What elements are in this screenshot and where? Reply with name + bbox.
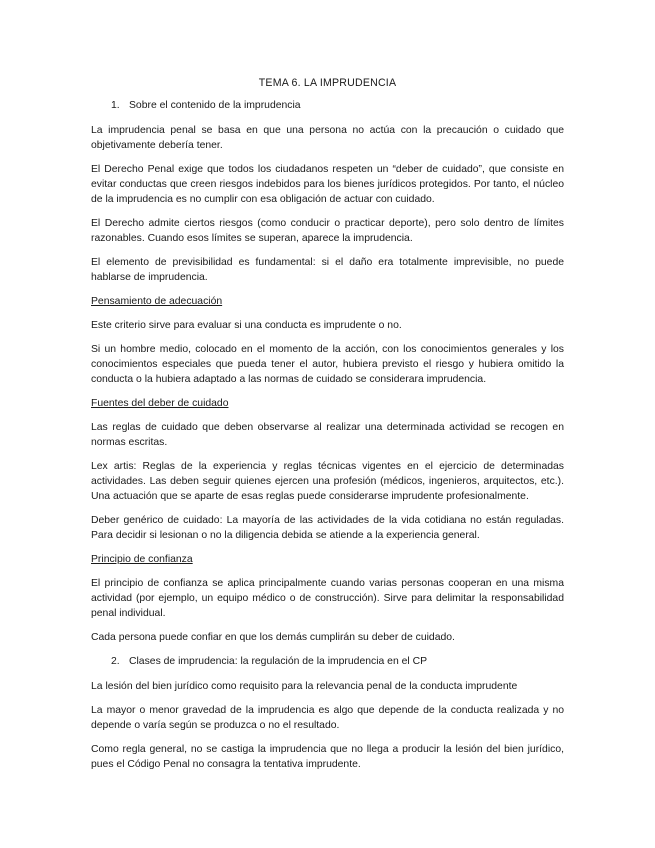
section-1-number: 1. — [111, 100, 120, 111]
section-1-title: Sobre el contenido de la imprudencia — [129, 100, 301, 111]
subheading-confianza: Principio de confianza — [91, 554, 193, 565]
paragraph-8: Lex artis: Reglas de la experiencia y reglas técnicas vigentes en el ejercicio de determinadas actividades. Las deben seguir quienes ejercen una profesión (médicos, ingenieros, arquitectos, etc.). Una actuación que se aparte de esas reglas puede considerarse imprudente profesionalmente. — [91, 461, 564, 502]
paragraph-3: El Derecho admite ciertos riesgos (como conducir o practicar deporte), pero solo dentro de límites razonables. Cuando esos límites se superan, aparece la imprudencia. — [91, 218, 564, 244]
paragraph-13: La mayor o menor gravedad de la imprudencia es algo que depende de la conducta realizada y no depende o varía según se produzca o no el resultado. — [91, 705, 564, 731]
paragraph-7: Las reglas de cuidado que deben observarse al realizar una determinada actividad se recogen en normas escritas. — [91, 422, 564, 448]
section-1-heading — [91, 98, 564, 113]
document-body — [91, 76, 564, 781]
paragraph-9: Deber genérico de cuidado: La mayoría de las actividades de la vida cotidiana no están reguladas. Para decidir si lesionan o no la diligencia debida se atiende a la experiencia general. — [91, 515, 564, 541]
paragraph-4: El elemento de previsibilidad es fundamental: si el daño era totalmente imprevisible, no puede hablarse de imprudencia. — [91, 257, 564, 283]
section-2-title: Clases de imprudencia: la regulación de la imprudencia en el CP — [129, 656, 428, 667]
document-title: TEMA 6. LA IMPRUDENCIA — [258, 77, 397, 89]
paragraph-5: Este criterio sirve para evaluar si una conducta es imprudente o no. — [91, 320, 402, 331]
paragraph-14: Como regla general, no se castiga la imprudencia que no llega a producir la lesión del bien jurídico, pues el Código Penal no consagra la tentativa imprudente. — [91, 744, 564, 770]
subheading-adecuacion: Pensamiento de adecuación — [91, 296, 223, 307]
section-2-heading — [91, 654, 564, 669]
paragraph-11: Cada persona puede confiar en que los demás cumplirán su deber de cuidado. — [91, 632, 455, 643]
paragraph-12: La lesión del bien jurídico como requisito para la relevancia penal de la conducta imprudente — [91, 681, 518, 692]
paragraph-2: El Derecho Penal exige que todos los ciudadanos respeten un “deber de cuidado”, que consiste en evitar conductas que creen riesgos indebidos para los bienes jurídicos protegidos. Por tanto, el núcleo de la imprudencia es no cumplir con esa obligación de actuar con cuidado. — [91, 164, 564, 205]
paragraph-10: El principio de confianza se aplica principalmente cuando varias personas cooperan en una misma actividad (por ejemplo, un equipo médico o de construcción). Sirve para delimitar la responsabilidad penal individual. — [91, 578, 564, 619]
section-2-number: 2. — [111, 656, 120, 667]
paragraph-6: Si un hombre medio, colocado en el momento de la acción, con los conocimientos generales y los conocimientos especiales que pueda tener el autor, hubiera previsto el riesgo y hubiera omitido la conducta o la hubiera adaptado a las normas de cuidado se considerara imprudencia. — [91, 344, 564, 385]
subheading-fuentes: Fuentes del deber de cuidado — [91, 398, 229, 409]
paragraph-1: La imprudencia penal se basa en que una persona no actúa con la precaución o cuidado que objetivamente debería tener. — [91, 125, 564, 151]
